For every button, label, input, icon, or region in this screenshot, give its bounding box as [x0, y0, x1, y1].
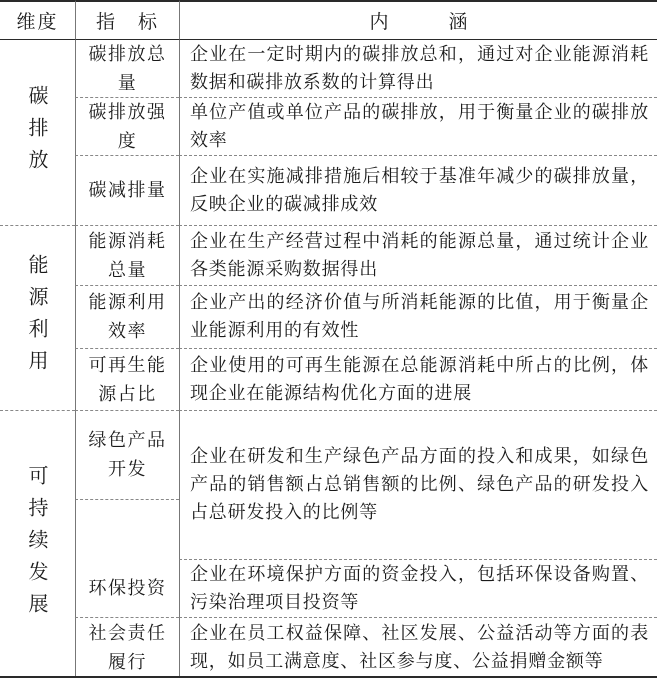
- header-dimension: 维度: [0, 0, 75, 40]
- dimension-label: 碳排放: [25, 84, 49, 181]
- indicator-cell: 碳排放总量: [75, 40, 179, 98]
- content-cell: 企业在生产经营过程中消耗的能源总量，通过统计企业各类能源采购数据得出: [179, 226, 657, 286]
- dimension-label: 能源利用: [25, 254, 49, 382]
- content-cell: 企业在实施减排措施后相较于基准年减少的碳排放量，反映企业的碳减排成效: [179, 156, 657, 226]
- indicator-cell: 碳减排量: [75, 156, 179, 226]
- dimension-cell-carbon: [0, 40, 75, 226]
- indicator-cell: 碳排放强度: [75, 98, 179, 156]
- dimension-cell-energy: [0, 226, 75, 411]
- content-cell: 企业在环境保护方面的资金投入，包括环保设备购置、污染治理项目投资等: [179, 560, 657, 618]
- indicator-cell: 社会责任履行: [75, 618, 179, 678]
- indicator-spacer: [75, 500, 179, 560]
- content-cell: 企业产出的经济价值与所消耗能源的比值，用于衡量企业能源利用的有效性: [179, 286, 657, 349]
- content-cell: 企业在一定时期内的碳排放总和，通过对企业能源消耗数据和碳排放系数的计算得出: [179, 40, 657, 98]
- indicator-cell: 环保投资: [75, 560, 179, 618]
- indicator-cell: 能源利用效率: [75, 286, 179, 349]
- content-cell: 企业在员工权益保障、社区发展、公益活动等方面的表现，如员工满意度、社区参与度、公益捐赠金额等: [179, 618, 657, 678]
- content-cell: 企业使用的可再生能源在总能源消耗中所占的比例，体现企业在能源结构优化方面的进展: [179, 349, 657, 411]
- dimension-label: 可持续发展: [25, 464, 49, 625]
- content-cell: 企业在研发和生产绿色产品方面的投入和成果，如绿色产品的销售额占总销售额的比例、绿色产品的研发投入占总研发投入的比例等: [179, 411, 657, 560]
- indicator-cell: 能源消耗总量: [75, 226, 179, 286]
- indicator-cell: 可再生能源占比: [75, 349, 179, 411]
- dimension-cell-sustainability: [0, 411, 75, 678]
- indicator-cell: 绿色产品开发: [75, 411, 179, 500]
- header-indicator: 指 标: [75, 0, 179, 40]
- content-cell: 单位产值或单位产品的碳排放，用于衡量企业的碳排放效率: [179, 98, 657, 156]
- header-content: 内涵: [179, 0, 657, 40]
